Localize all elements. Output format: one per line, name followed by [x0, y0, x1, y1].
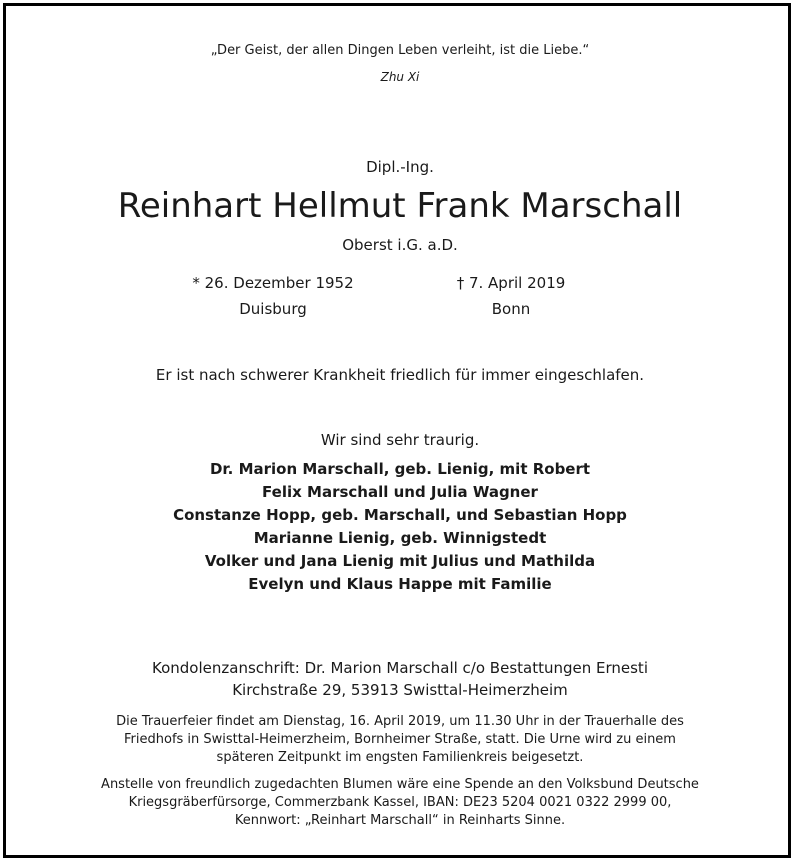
birth-place: Duisburg [239, 300, 307, 318]
donation-info-line: Anstelle von freundlich zugedachten Blumen wäre eine Spende an den Volksbund Deutsche [101, 777, 699, 792]
death-place: Bonn [491, 300, 531, 318]
mourning-intro: Wir sind sehr traurig. [320, 431, 480, 449]
military-rank: Oberst i.G. a.D. [342, 236, 458, 254]
funeral-info-line: Friedhofs in Swisttal-Heimerzheim, Bornheimer Straße, statt. Die Urne wird zu einem [124, 732, 676, 747]
mourner-name: Felix Marschall und Julia Wagner [262, 483, 538, 501]
academic-title: Dipl.-Ing. [366, 158, 434, 176]
funeral-info-line: Die Trauerfeier findet am Dienstag, 16. April 2019, um 11.30 Uhr in der Trauerhalle des [116, 714, 684, 729]
deceased-name: Reinhart Hellmut Frank Marschall [117, 186, 683, 226]
mourner-name: Evelyn und Klaus Happe mit Familie [248, 575, 552, 593]
funeral-info-line: späteren Zeitpunkt im engsten Familienkreis beigesetzt. [216, 750, 584, 765]
death-statement: Er ist nach schwerer Krankheit friedlich für immer eingeschlafen. [155, 366, 645, 384]
death-date: † 7. April 2019 [456, 274, 566, 292]
condolence-address-line: Kirchstraße 29, 53913 Swisttal-Heimerzheim [232, 681, 568, 699]
mourner-name: Marianne Lienig, geb. Winnigstedt [253, 529, 547, 547]
quote-text: „Der Geist, der allen Dingen Leben verleiht, ist die Liebe.“ [210, 43, 590, 58]
quote-author: Zhu Xi [380, 70, 420, 84]
birth-date: * 26. Dezember 1952 [192, 274, 354, 292]
mourner-name: Constanze Hopp, geb. Marschall, und Sebastian Hopp [173, 506, 627, 524]
mourner-name: Dr. Marion Marschall, geb. Lienig, mit Robert [209, 460, 591, 478]
mourner-name: Volker und Jana Lienig mit Julius und Mathilda [204, 552, 596, 570]
condolence-address-line: Kondolenzanschrift: Dr. Marion Marschall c/o Bestattungen Ernesti [152, 659, 648, 677]
donation-info-line: Kriegsgräberfürsorge, Commerzbank Kassel, IBAN: DE23 5204 0021 0322 2999 00, [128, 795, 672, 810]
donation-info-line: Kennwort: „Reinhart Marschall“ in Reinharts Sinne. [234, 813, 566, 828]
